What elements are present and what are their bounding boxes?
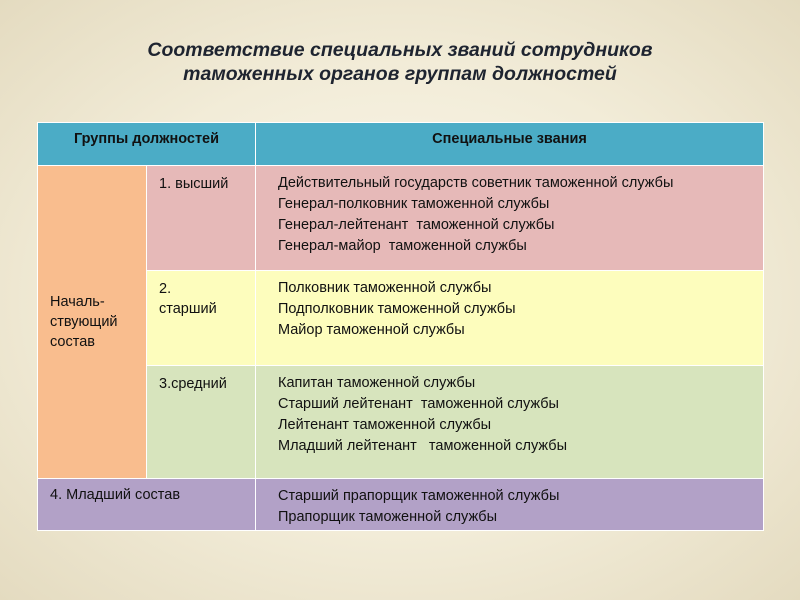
header-groups: Группы должностей [38, 123, 256, 166]
junior-group-cell: 4. Младший состав [38, 479, 256, 531]
slide-title-line-1: Соответствие специальных званий сотрудников [147, 39, 653, 61]
level-label-cell [147, 166, 256, 271]
rank-item: Генерал-полковник таможенной службы [278, 196, 550, 212]
rank-item: Майор таможенной службы [278, 322, 465, 338]
command-group-cell [38, 166, 147, 479]
rank-item: Действительный государств советник таможенной службы [278, 175, 674, 191]
command-group-line: Началь- [50, 294, 105, 310]
table-row [38, 271, 764, 366]
rank-item: Капитан таможенной службы [278, 375, 476, 391]
rank-item: Генерал-майор таможенной службы [278, 238, 527, 254]
ranks-cell [256, 366, 764, 479]
command-group-line: ствующий [50, 314, 118, 330]
rank-item: Генерал-лейтенант таможенной службы [278, 217, 555, 233]
level-label-cell [147, 271, 256, 366]
rank-item: Старший прапорщик таможенной службы [278, 488, 560, 504]
level-label: старший [159, 301, 217, 317]
slide-title-line-2: таможенных органов группам должностей [183, 63, 617, 85]
level-label: 2. [159, 281, 172, 297]
table-header-row [38, 123, 764, 166]
rank-item: Полковник таможенной службы [278, 280, 492, 296]
table-row [38, 479, 764, 531]
ranks-table [37, 122, 764, 531]
rank-item: Младший лейтенант таможенной службы [278, 438, 567, 454]
ranks-cell [256, 479, 764, 531]
rank-item: Прапорщик таможенной службы [278, 509, 498, 525]
rank-item: Старший лейтенант таможенной службы [278, 396, 559, 412]
ranks-cell [256, 271, 764, 366]
table-row [38, 366, 764, 479]
level-label: 1. высший [159, 176, 229, 192]
ranks-cell [256, 166, 764, 271]
slide-title [0, 38, 800, 86]
level-label: 3.средний [159, 376, 227, 392]
table-row [38, 166, 764, 271]
rank-item: Подполковник таможенной службы [278, 301, 516, 317]
level-label-cell [147, 366, 256, 479]
rank-item: Лейтенант таможенной службы [278, 417, 492, 433]
command-group-line: состав [50, 334, 95, 350]
header-ranks: Специальные звания [256, 123, 764, 166]
